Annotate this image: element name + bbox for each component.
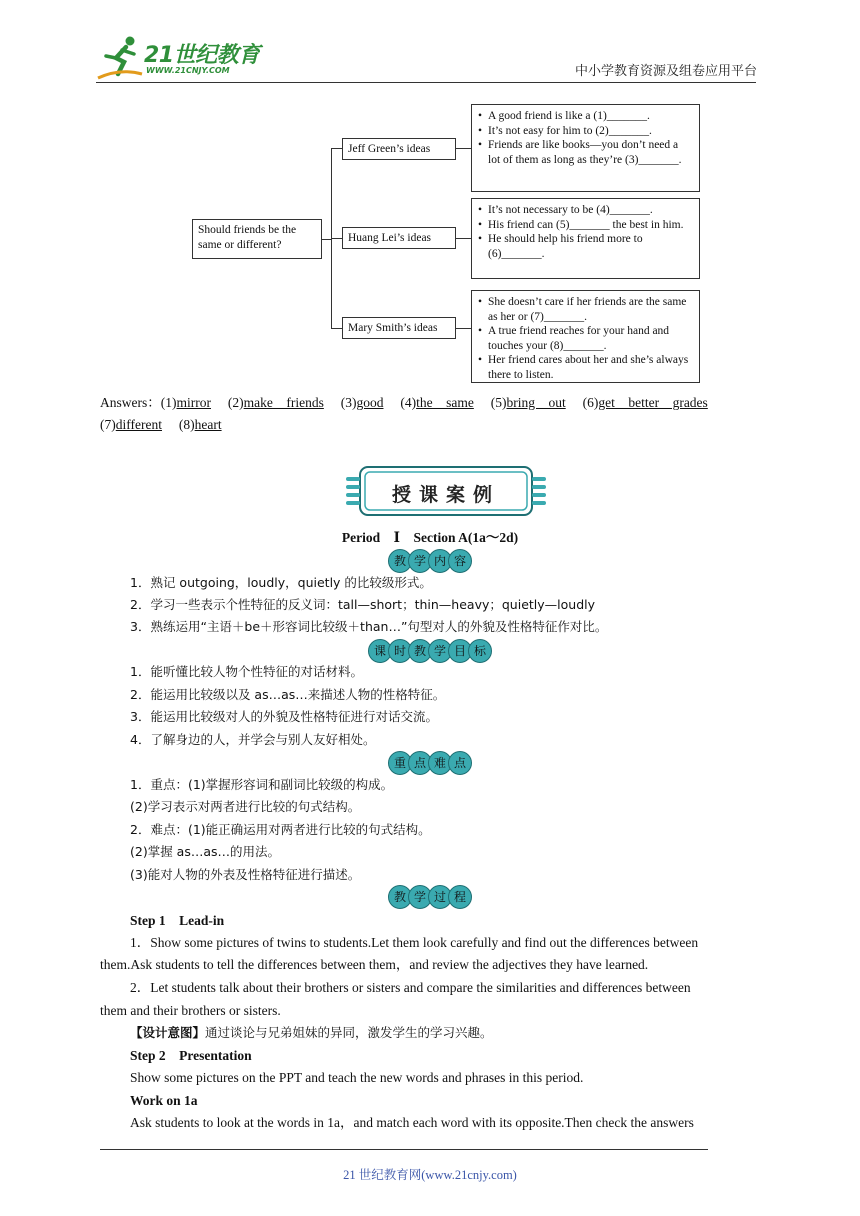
- content-line: 1．能听懂比较人物个性特征的对话材料。: [130, 664, 363, 679]
- answer-num: (6): [582, 395, 599, 410]
- heading-char: 学: [408, 549, 432, 573]
- answer-num: (1): [160, 395, 177, 410]
- step1-paragraph: 1．Show some pictures of twins to students.Let them look carefully and find out the differences between: [130, 935, 699, 950]
- answer-num: (5): [490, 395, 507, 410]
- idea-item: • She doesn’t care if her friends are the same as her or (7)_______.: [478, 295, 693, 324]
- person-huang: Huang Lei’s ideas: [342, 227, 456, 249]
- answer-text: heart: [194, 417, 222, 432]
- footer-text: 21 世纪教育网(www.21cnjy.com): [343, 1168, 517, 1182]
- section-heading-process: [0, 885, 860, 909]
- design-intent-text: 通过谈论与兄弟姐妹的异同，激发学生的学习兴趣。: [205, 1025, 493, 1040]
- answers-label: Answers：: [100, 395, 161, 410]
- heading-char: 难: [428, 751, 452, 775]
- answer-text: get better grades: [598, 395, 708, 410]
- design-intent: [130, 1024, 493, 1042]
- heading-char: 点: [408, 751, 432, 775]
- footer-divider: [100, 1149, 708, 1150]
- idea-item: • A true friend reaches for your hand and touches your (8)_______.: [478, 324, 693, 353]
- work-1a-paragraph: Ask students to look at the words in 1a，and match each word with its opposite.Then check the answers: [130, 1115, 694, 1130]
- idea-item: • Her friend cares about her and she’s always there to listen.: [478, 353, 693, 382]
- section-heading-objectives: [0, 639, 860, 663]
- heading-char: 标: [468, 639, 492, 663]
- answer-num: (4): [400, 395, 417, 410]
- section-banner: [346, 465, 546, 517]
- answer-text: mirror: [176, 395, 211, 410]
- answer-num: (7): [100, 417, 116, 432]
- idea-item: • His friend can (5)_______ the best in him.: [478, 218, 693, 233]
- section-heading-content: [0, 549, 860, 573]
- connector-line: [456, 238, 471, 239]
- idea-item: • A good friend is like a (1)_______.: [478, 109, 693, 124]
- answer-num: (3): [340, 395, 357, 410]
- answers-line-2: [100, 416, 222, 434]
- idea-item: • Friends are like books—you don’t need a lot of them as long as they’re (3)_______.: [478, 138, 693, 167]
- connector-line: [331, 328, 342, 329]
- heading-char: 教: [388, 549, 412, 573]
- heading-char: 目: [448, 639, 472, 663]
- answer-text: different: [115, 417, 162, 432]
- heading-char: 时: [388, 639, 412, 663]
- heading-char: 容: [448, 549, 472, 573]
- step1-title: Step 1 Lead-in: [130, 913, 225, 928]
- heading-char: 点: [448, 751, 472, 775]
- step1-paragraph: 2．Let students talk about their brothers or sisters and compare the similarities and differences between: [130, 980, 691, 995]
- answer-num: (8): [178, 417, 195, 432]
- answer-num: (2): [227, 395, 244, 410]
- idea-item: • He should help his friend more to (6)_______.: [478, 232, 693, 261]
- ideas-huang: [471, 198, 700, 279]
- heading-char: 课: [368, 639, 392, 663]
- content-line: 2．学习一些表示个性特征的反义词：tall—short；thin—heavy；quietly—loudly: [130, 597, 596, 612]
- period-title: Period Ⅰ Section A(1a～2d): [341, 530, 519, 545]
- ideas-jeff: [471, 104, 700, 192]
- idea-item: • It’s not easy for him to (2)_______.: [478, 124, 693, 139]
- heading-char: 内: [428, 549, 452, 573]
- connector-line: [456, 328, 471, 329]
- content-line: (3)能对人物的外表及性格特征进行描述。: [130, 867, 361, 882]
- content-line: (2)掌握 as…as…的用法。: [130, 844, 281, 859]
- site-logo: [96, 34, 266, 84]
- content-line: 4．了解身边的人，并学会与别人友好相处。: [130, 732, 376, 747]
- answer-text: bring out: [506, 395, 566, 410]
- heading-char: 学: [428, 639, 452, 663]
- content-line: 1．熟记 outgoing，loudly，quietly 的比较级形式。: [130, 575, 432, 590]
- step1-paragraph: them and their brothers or sisters.: [100, 1003, 281, 1018]
- work-1a-title: Work on 1a: [130, 1093, 198, 1108]
- runner-logo-icon: [96, 34, 144, 84]
- logo-text: 21世纪教育: [144, 43, 260, 68]
- step1-paragraph: them.Ask students to tell the differences between them，and review the adjectives they have learned.: [100, 957, 649, 972]
- answer-text: good: [356, 395, 384, 410]
- ideas-mary: [471, 290, 700, 383]
- answer-text: make friends: [243, 395, 324, 410]
- platform-name: 中小学教育资源及组卷应用平台: [574, 64, 757, 79]
- heading-char: 教: [408, 639, 432, 663]
- step2-title: Step 2 Presentation: [130, 1048, 252, 1063]
- content-line: 1．重点：(1)掌握形容词和副词比较级的构成。: [130, 777, 394, 792]
- connector-line: [331, 238, 342, 239]
- connector-line: [456, 148, 471, 149]
- heading-char: 学: [408, 885, 432, 909]
- answer-text: the same: [416, 395, 474, 410]
- content-line: 2．难点：(1)能正确运用对两者进行比较的句式结构。: [130, 822, 431, 837]
- person-mary: Mary Smith’s ideas: [342, 317, 456, 339]
- design-intent-label: 【设计意图】: [130, 1025, 206, 1040]
- heading-char: 教: [388, 885, 412, 909]
- content-line: 3．能运用比较级对人的外貌及性格特征进行对话交流。: [130, 709, 438, 724]
- heading-char: 过: [428, 885, 452, 909]
- answers-line-1: [100, 394, 708, 412]
- content-line: 3．熟练运用“主语＋be＋形容词比较级＋than…”句型对人的外貌及性格特征作对比。: [130, 619, 608, 634]
- logo-subtext: WWW.21CNJY.COM: [146, 66, 230, 75]
- connector-line: [331, 148, 342, 149]
- idea-item: • It’s not necessary to be (4)_______.: [478, 203, 693, 218]
- content-line: (2)学习表示对两者进行比较的句式结构。: [130, 799, 361, 814]
- heading-char: 重: [388, 751, 412, 775]
- content-line: 2．能运用比较级以及 as…as…来描述人物的性格特征。: [130, 687, 446, 702]
- section-heading-keypoints: [0, 751, 860, 775]
- person-jeff: Jeff Green’s ideas: [342, 138, 456, 160]
- mindmap-question: Should friends be the same or different?: [192, 219, 322, 259]
- step2-paragraph: Show some pictures on the PPT and teach the new words and phrases in this period.: [130, 1070, 584, 1085]
- heading-char: 程: [448, 885, 472, 909]
- header-divider: [96, 82, 756, 83]
- banner-title: 授课案例: [391, 484, 500, 506]
